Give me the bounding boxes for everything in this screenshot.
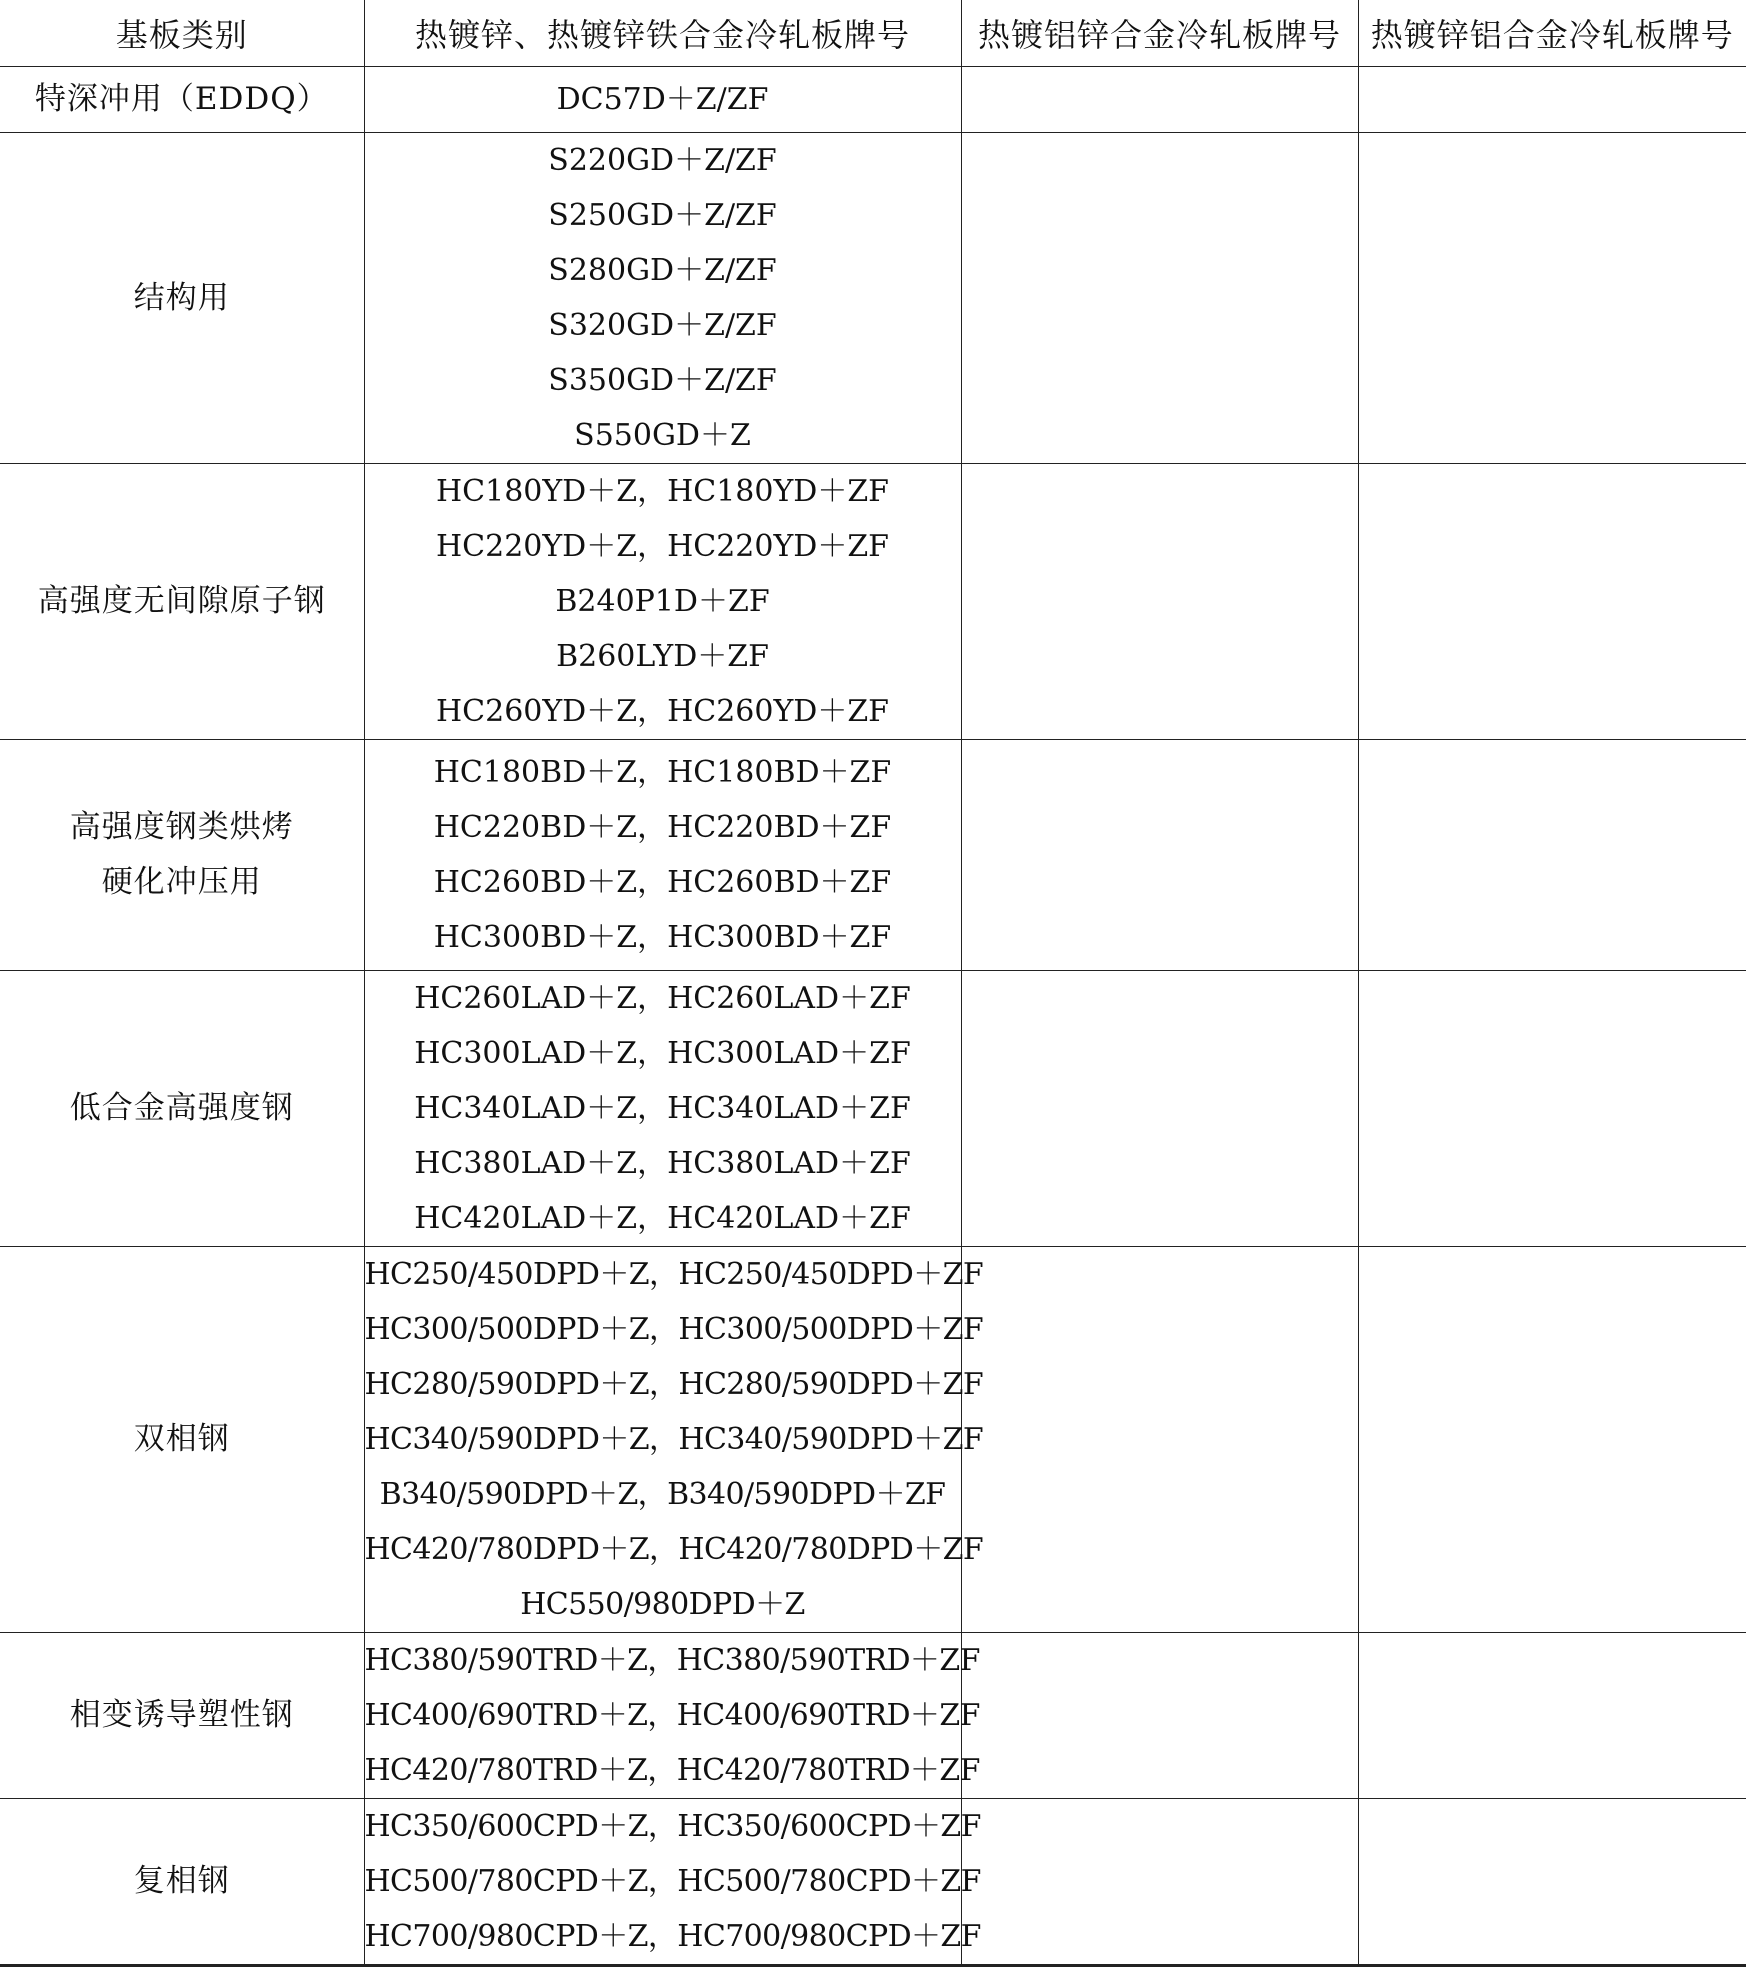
category-cell <box>0 464 364 740</box>
al-zn-grades-cell <box>961 133 1358 464</box>
zn-al-grades-cell <box>1358 1633 1746 1799</box>
category-label: 低合金高强度钢 <box>69 1090 294 1126</box>
category-label: 硬化冲压用 <box>101 864 262 900</box>
grades-cell <box>364 67 961 133</box>
grade-entry: HC700/980CPD＋Z，HC700/980CPD＋ZF <box>364 1919 981 1954</box>
category-cell <box>0 971 364 1247</box>
header-row <box>0 0 1746 67</box>
category-label: 高强度无间隙原子钢 <box>37 583 326 619</box>
grade-entry: HC260LAD＋Z，HC260LAD＋ZF <box>414 981 911 1016</box>
category-label: 双相钢 <box>133 1421 230 1457</box>
grade-entry: HC280/590DPD＋Z，HC280/590DPD＋ZF <box>364 1367 984 1402</box>
grade-entry: HC250/450DPD＋Z，HC250/450DPD＋ZF <box>364 1257 984 1292</box>
table-row <box>0 1247 1746 1633</box>
table-row <box>0 740 1746 971</box>
grade-entry: HC550/980DPD＋Z <box>520 1587 805 1622</box>
grades-cell <box>364 1633 980 1799</box>
grade-entry: HC340/590DPD＋Z，HC340/590DPD＋ZF <box>364 1422 984 1457</box>
category-cell <box>0 1799 364 1966</box>
grade-entry: S320GD＋Z/ZF <box>548 308 777 343</box>
category-label: 相变诱导塑性钢 <box>69 1697 294 1733</box>
grade-entry: HC420/780TRD＋Z，HC420/780TRD＋ZF <box>364 1753 980 1788</box>
table-row <box>0 67 1746 133</box>
al-zn-grades-cell <box>961 971 1358 1247</box>
al-zn-grades-cell <box>961 464 1358 740</box>
al-zn-grades-cell <box>961 67 1358 133</box>
grade-entry: HC500/780CPD＋Z，HC500/780CPD＋ZF <box>364 1864 981 1899</box>
zn-al-grades-cell <box>1358 133 1746 464</box>
grade-entry: HC420/780DPD＋Z，HC420/780DPD＋ZF <box>364 1532 984 1567</box>
grades-cell <box>364 464 961 740</box>
grade-entry: HC220BD＋Z，HC220BD＋ZF <box>433 810 892 845</box>
grade-entry: HC340LAD＋Z，HC340LAD＋ZF <box>414 1091 911 1126</box>
grade-entry: B260LYD＋ZF <box>556 639 769 674</box>
grade-entry: DC57D＋Z/ZF <box>556 82 769 117</box>
grade-entry: HC380LAD＋Z，HC380LAD＋ZF <box>414 1146 911 1181</box>
zn-al-grades-cell <box>1358 1799 1746 1966</box>
grade-entry: S350GD＋Z/ZF <box>548 363 777 398</box>
grade-entry: HC380/590TRD＋Z，HC380/590TRD＋ZF <box>364 1643 980 1678</box>
grade-entry: S280GD＋Z/ZF <box>548 253 777 288</box>
al-zn-grades-cell <box>961 1633 1358 1799</box>
grade-entry: HC300BD＋Z，HC300BD＋ZF <box>433 920 892 955</box>
header-aluminum-zinc-grades: 热镀铝锌合金冷轧板牌号 <box>961 0 1358 67</box>
category-label: 特深冲用（EDDQ） <box>34 81 329 117</box>
grade-entry: HC300/500DPD＋Z，HC300/500DPD＋ZF <box>364 1312 984 1347</box>
zn-al-grades-cell <box>1358 740 1746 971</box>
table-row <box>0 1633 1746 1799</box>
al-zn-grades-cell <box>961 1799 1358 1966</box>
header-zinc-aluminum-grades: 热镀锌铝合金冷轧板牌号 <box>1358 0 1746 67</box>
category-label: 结构用 <box>133 279 230 316</box>
grade-entry: HC300LAD＋Z，HC300LAD＋ZF <box>414 1036 911 1071</box>
zn-al-grades-cell <box>1358 971 1746 1247</box>
category-cell <box>0 1633 364 1799</box>
category-cell <box>0 133 364 464</box>
grade-entry: S220GD＋Z/ZF <box>548 143 777 178</box>
grade-entry: HC350/600CPD＋Z，HC350/600CPD＋ZF <box>364 1809 981 1844</box>
category-cell <box>0 740 364 971</box>
al-zn-grades-cell <box>961 740 1358 971</box>
table-row <box>0 133 1746 464</box>
grade-entry: HC180BD＋Z，HC180BD＋ZF <box>433 755 892 790</box>
grade-entry: HC420LAD＋Z，HC420LAD＋ZF <box>414 1201 911 1236</box>
grades-cell <box>364 1799 981 1966</box>
table-row <box>0 1799 1746 1966</box>
grades-cell <box>364 740 961 971</box>
grade-entry: B340/590DPD＋Z，B340/590DPD＋ZF <box>379 1477 946 1512</box>
grade-entry: S550GD＋Z <box>574 418 751 453</box>
grade-entry: S250GD＋Z/ZF <box>548 198 777 233</box>
grades-cell <box>364 133 961 464</box>
zn-al-grades-cell <box>1358 67 1746 133</box>
header-galvanized-grades: 热镀锌、热镀锌铁合金冷轧板牌号 <box>364 0 961 67</box>
grade-entry: B240P1D＋ZF <box>555 584 770 619</box>
header-substrate-category: 基板类别 <box>0 0 364 67</box>
al-zn-grades-cell <box>961 1247 1358 1633</box>
zn-al-grades-cell <box>1358 464 1746 740</box>
table-row <box>0 971 1746 1247</box>
category-label: 复相钢 <box>133 1863 230 1899</box>
grades-cell <box>364 971 961 1247</box>
grade-entry: HC400/690TRD＋Z，HC400/690TRD＋ZF <box>364 1698 980 1733</box>
category-label: 高强度钢类烘烤 <box>69 809 294 845</box>
table-row <box>0 464 1746 740</box>
category-cell <box>0 67 364 133</box>
grade-entry: HC180YD＋Z，HC180YD＋ZF <box>436 474 889 509</box>
zn-al-grades-cell <box>1358 1247 1746 1633</box>
grades-cell <box>364 1247 984 1633</box>
grade-entry: HC220YD＋Z，HC220YD＋ZF <box>436 529 889 564</box>
grade-entry: HC260BD＋Z，HC260BD＋ZF <box>433 865 892 900</box>
category-cell <box>0 1247 364 1633</box>
grade-entry: HC260YD＋Z，HC260YD＋ZF <box>436 694 889 729</box>
